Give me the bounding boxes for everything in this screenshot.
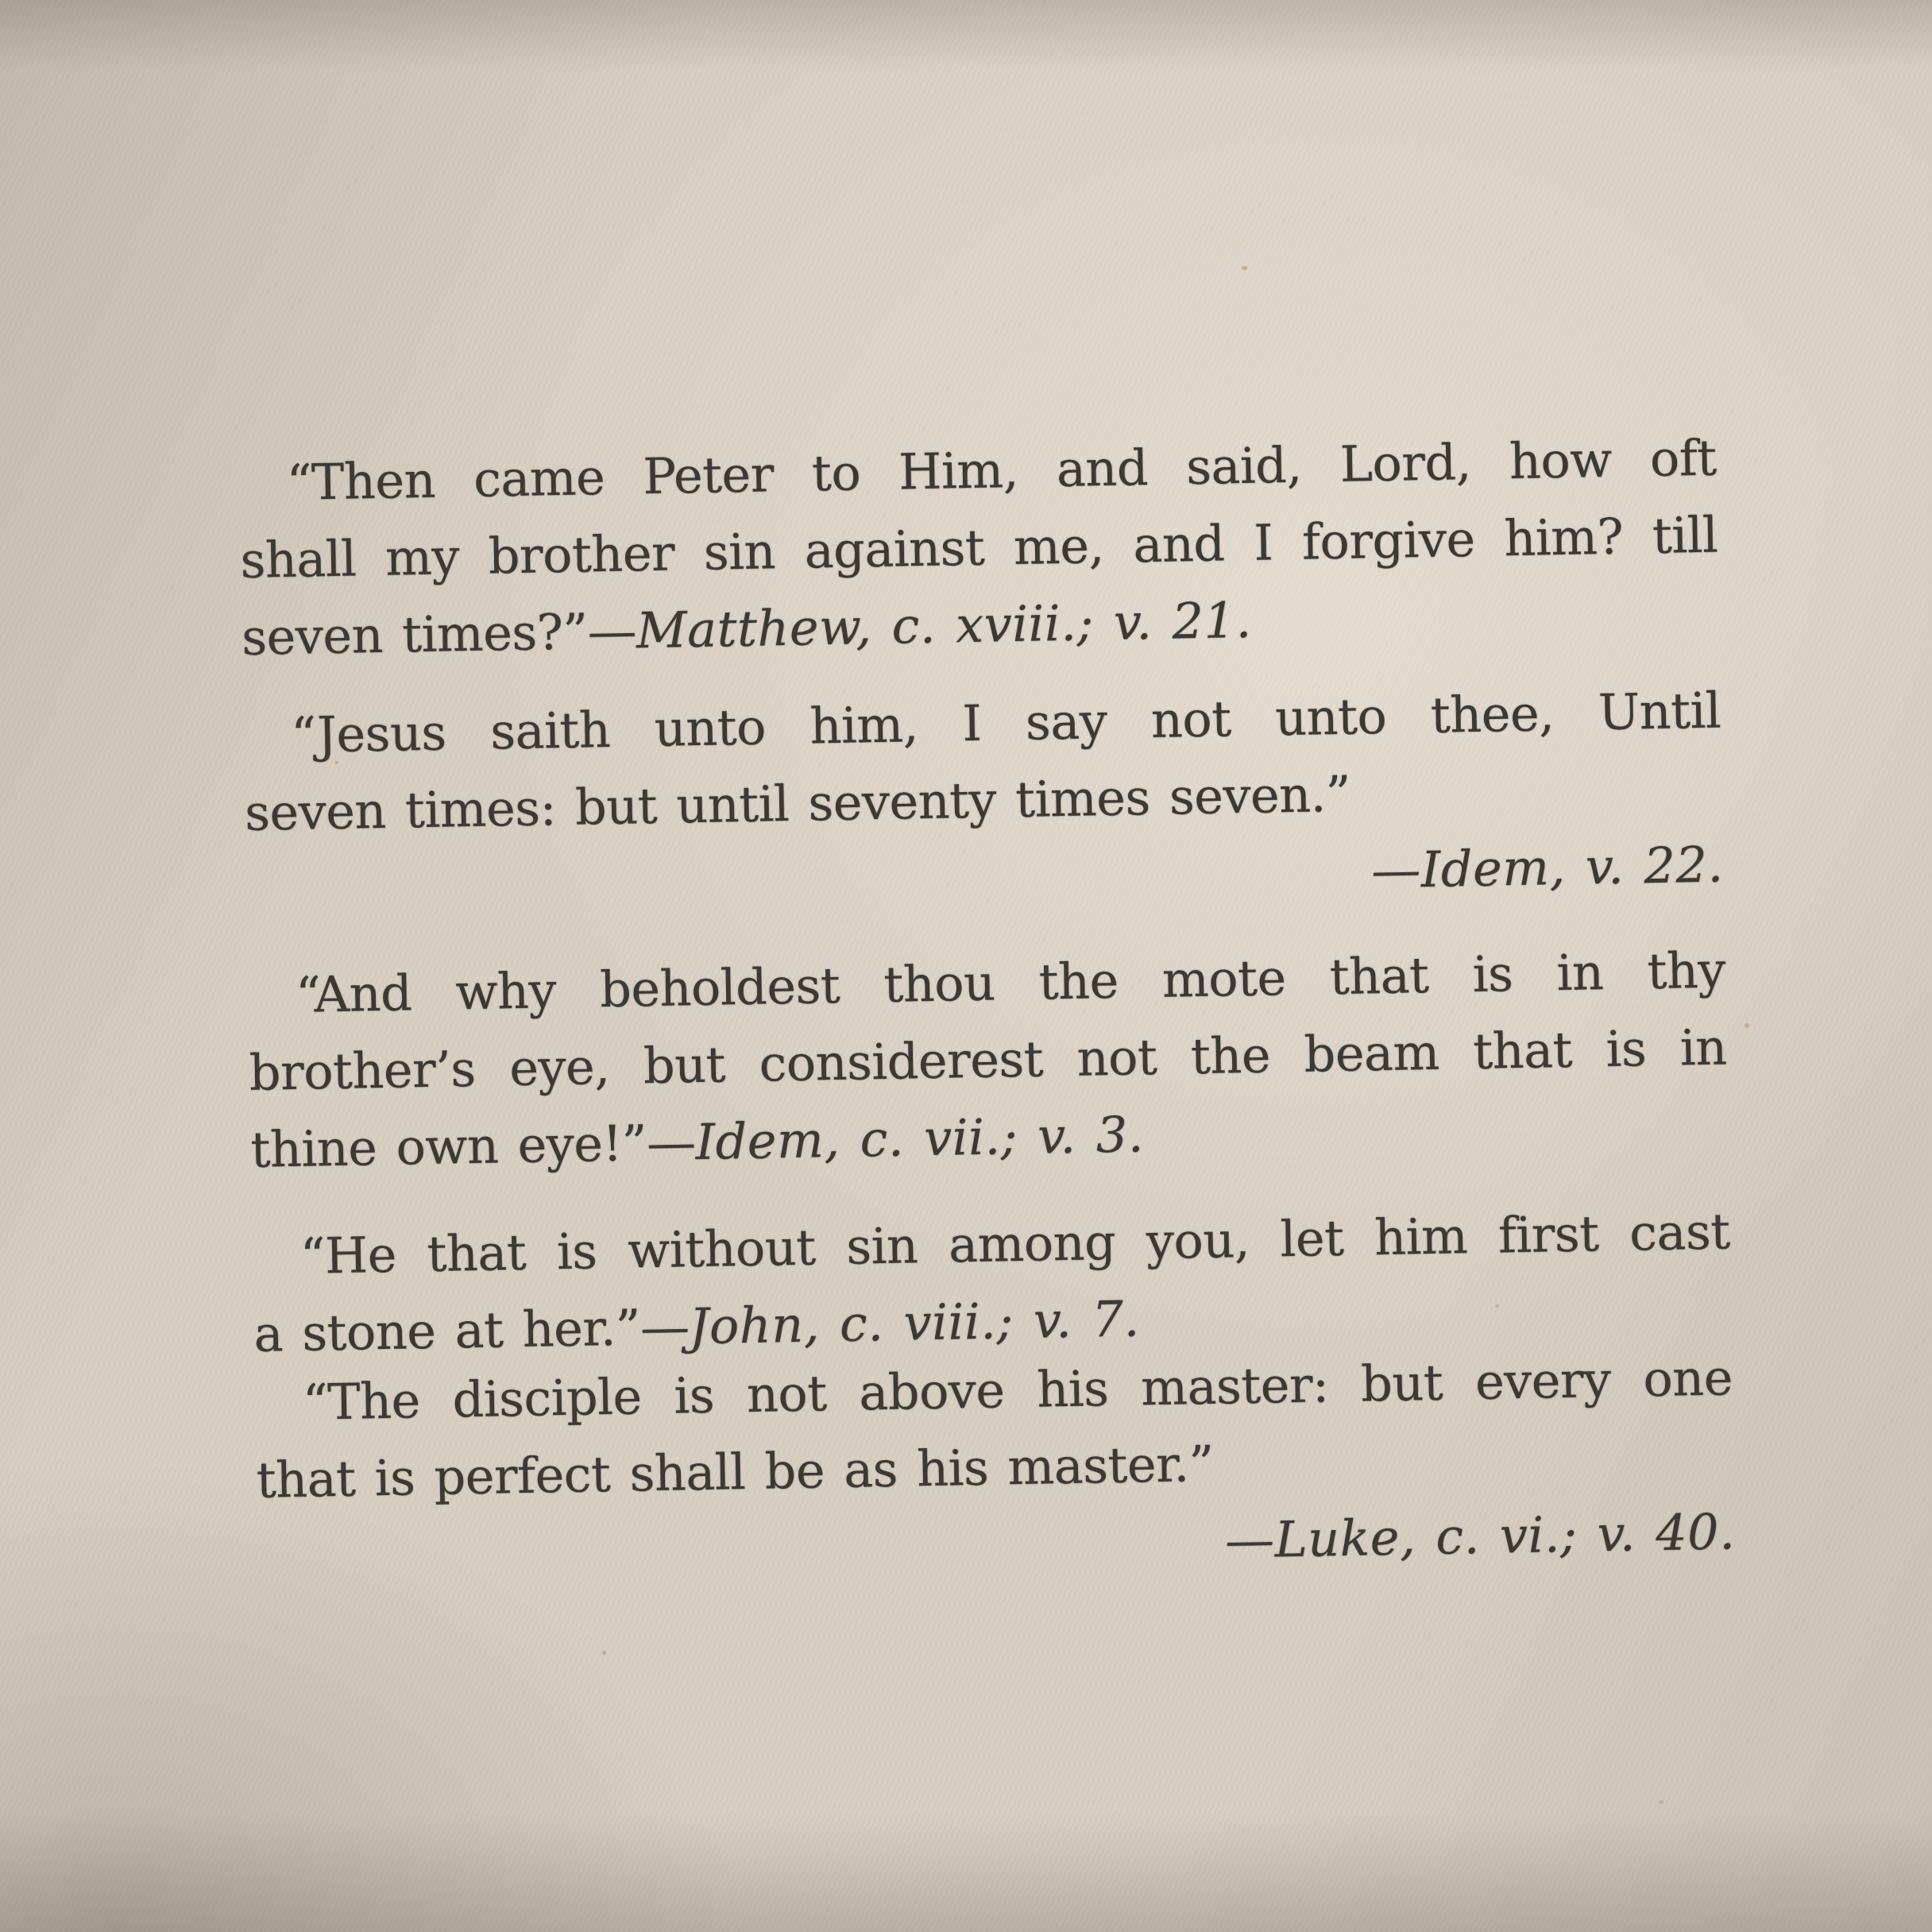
paper-speck [1495, 1304, 1499, 1308]
scripture-quote-luke-6-40 [254, 1339, 1736, 1595]
quote-text: “Then came Peter to Him, and said, Lord, how oft [286, 428, 1718, 512]
quote-text: “Jesus saith unto him, I say not unto thee, Until [290, 681, 1721, 764]
paper-speck [1659, 1800, 1663, 1804]
scripture-quote-matthew-18-21 [238, 419, 1720, 676]
quote-text: shall my brother sin against me, and I forgive him? till [239, 505, 1718, 589]
quote-text: seven times?”— [241, 601, 637, 667]
citation-text: Matthew, c. xviii.; v. 21. [636, 590, 1253, 660]
quote-text: a stone at her.”— [253, 1297, 690, 1363]
quote-text: that is perfect shall be as his master.” [256, 1434, 1215, 1509]
citation-text: —Idem, v. 22. [1370, 835, 1725, 900]
quote-text: “And why beholdest thou the mote that is in thy [295, 941, 1726, 1024]
citation-text: Idem, c. vii.; v. 3. [694, 1105, 1145, 1172]
scripture-quote-matthew-18-22 [243, 671, 1725, 928]
citation-text: —Luke, c. vi.; v. 40. [1224, 1502, 1736, 1570]
paper-speck [335, 761, 338, 764]
quote-text: “He that is without sin among you, let him first cast [299, 1202, 1731, 1285]
quotes-block [238, 419, 1736, 1596]
quote-text: “The disciple is not above his master: but every one [302, 1348, 1733, 1432]
quote-text: brother’s eye, but considerest not the beam that is in [249, 1018, 1728, 1102]
paper-speck [1242, 266, 1247, 270]
citation-text: John, c. viii.; v. 7. [688, 1289, 1141, 1356]
paper-speck [1745, 1023, 1749, 1028]
quote-text: seven times: but until seventy times seven.” [244, 764, 1351, 842]
quote-text: thine own eye!”— [249, 1113, 697, 1179]
scripture-quote-matthew-7-3 [247, 931, 1729, 1188]
paper-speck [602, 1651, 606, 1655]
